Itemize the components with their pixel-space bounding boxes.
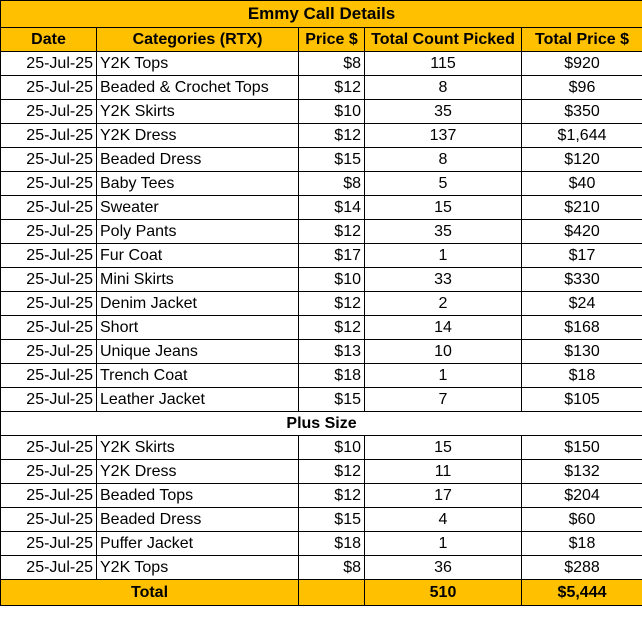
cell-total-price[interactable]: $24 — [522, 292, 642, 316]
table-row — [1, 316, 642, 340]
cell-count[interactable]: 15 — [365, 196, 522, 220]
cell-count[interactable]: 2 — [365, 292, 522, 316]
cell-count[interactable]: 5 — [365, 172, 522, 196]
cell-price[interactable]: $12 — [299, 292, 365, 316]
table-row — [1, 268, 642, 292]
cell-total-price[interactable]: $288 — [522, 556, 642, 580]
cell-category[interactable]: Beaded & Crochet Tops — [97, 76, 299, 100]
cell-count[interactable]: 7 — [365, 388, 522, 412]
cell-price[interactable]: $8 — [299, 172, 365, 196]
cell-total-price[interactable]: $210 — [522, 196, 642, 220]
cell-category[interactable]: Poly Pants — [97, 220, 299, 244]
cell-count[interactable]: 35 — [365, 220, 522, 244]
table-row — [1, 52, 642, 76]
cell-total-price[interactable]: $120 — [522, 148, 642, 172]
table-row — [1, 196, 642, 220]
cell-price[interactable]: $8 — [299, 52, 365, 76]
cell-count[interactable]: 8 — [365, 76, 522, 100]
table-row — [1, 100, 642, 124]
cell-price[interactable]: $12 — [299, 124, 365, 148]
cell-total-price[interactable]: $350 — [522, 100, 642, 124]
header-total-price[interactable]: Total Price $ — [522, 28, 642, 52]
cell-count[interactable]: 11 — [365, 460, 522, 484]
cell-category[interactable]: Y2K Skirts — [97, 100, 299, 124]
table-row — [1, 508, 642, 532]
table-row — [1, 148, 642, 172]
cell-price[interactable]: $18 — [299, 532, 365, 556]
cell-date[interactable]: 25-Jul-25 — [1, 484, 97, 508]
table-row — [1, 172, 642, 196]
table-row — [1, 436, 642, 460]
cell-price[interactable]: $17 — [299, 244, 365, 268]
table-row — [1, 364, 642, 388]
cell-count[interactable]: 33 — [365, 268, 522, 292]
header-row — [1, 28, 642, 52]
cell-count[interactable]: 36 — [365, 556, 522, 580]
sheet-title: Emmy Call Details — [1, 1, 642, 28]
cell-total-price[interactable]: $130 — [522, 340, 642, 364]
cell-count[interactable]: 10 — [365, 340, 522, 364]
table-row — [1, 340, 642, 364]
table-row — [1, 124, 642, 148]
cell-date[interactable]: 25-Jul-25 — [1, 52, 97, 76]
cell-category[interactable]: Mini Skirts — [97, 268, 299, 292]
cell-category[interactable]: Fur Coat — [97, 244, 299, 268]
cell-date[interactable]: 25-Jul-25 — [1, 244, 97, 268]
table-row — [1, 532, 642, 556]
cell-total-price[interactable]: $330 — [522, 268, 642, 292]
cell-price[interactable]: $13 — [299, 340, 365, 364]
cell-price[interactable]: $10 — [299, 268, 365, 292]
cell-count[interactable]: 1 — [365, 244, 522, 268]
cell-date[interactable]: 25-Jul-25 — [1, 268, 97, 292]
cell-count[interactable]: 4 — [365, 508, 522, 532]
cell-category[interactable]: Beaded Dress — [97, 148, 299, 172]
cell-price[interactable]: $15 — [299, 508, 365, 532]
cell-date[interactable]: 25-Jul-25 — [1, 292, 97, 316]
cell-total-price[interactable]: $96 — [522, 76, 642, 100]
cell-date[interactable]: 25-Jul-25 — [1, 532, 97, 556]
table-row — [1, 484, 642, 508]
cell-count[interactable]: 1 — [365, 364, 522, 388]
cell-category[interactable]: Unique Jeans — [97, 340, 299, 364]
cell-count[interactable]: 1 — [365, 532, 522, 556]
cell-date[interactable]: 25-Jul-25 — [1, 172, 97, 196]
cell-total-price[interactable]: $60 — [522, 508, 642, 532]
cell-count[interactable]: 14 — [365, 316, 522, 340]
cell-price[interactable]: $15 — [299, 388, 365, 412]
cell-price[interactable]: $12 — [299, 220, 365, 244]
cell-count[interactable]: 115 — [365, 52, 522, 76]
cell-price[interactable]: $8 — [299, 556, 365, 580]
cell-category[interactable]: Y2K Tops — [97, 52, 299, 76]
header-price[interactable]: Price $ — [299, 28, 365, 52]
table-row — [1, 220, 642, 244]
header-count[interactable]: Total Count Picked — [365, 28, 522, 52]
cell-category[interactable]: Sweater — [97, 196, 299, 220]
total-count[interactable]: 510 — [365, 580, 522, 606]
cell-date[interactable]: 25-Jul-25 — [1, 196, 97, 220]
cell-date[interactable]: 25-Jul-25 — [1, 388, 97, 412]
cell-category[interactable]: Y2K Skirts — [97, 436, 299, 460]
cell-total-price[interactable]: $168 — [522, 316, 642, 340]
plus-size-label: Plus Size — [1, 412, 642, 436]
cell-date[interactable]: 25-Jul-25 — [1, 148, 97, 172]
cell-price[interactable]: $12 — [299, 76, 365, 100]
cell-date[interactable]: 25-Jul-25 — [1, 364, 97, 388]
cell-count[interactable]: 137 — [365, 124, 522, 148]
cell-count[interactable]: 17 — [365, 484, 522, 508]
cell-total-price[interactable]: $920 — [522, 52, 642, 76]
cell-total-price[interactable]: $18 — [522, 532, 642, 556]
cell-category[interactable]: Baby Tees — [97, 172, 299, 196]
total-row — [1, 580, 642, 606]
total-price-empty[interactable] — [299, 580, 365, 606]
header-date[interactable]: Date — [1, 28, 97, 52]
cell-price[interactable]: $12 — [299, 460, 365, 484]
cell-date[interactable]: 25-Jul-25 — [1, 100, 97, 124]
cell-date[interactable]: 25-Jul-25 — [1, 220, 97, 244]
cell-price[interactable]: $10 — [299, 100, 365, 124]
total-label[interactable]: Total — [1, 580, 299, 606]
cell-price[interactable]: $18 — [299, 364, 365, 388]
cell-total-price[interactable]: $420 — [522, 220, 642, 244]
cell-count[interactable]: 15 — [365, 436, 522, 460]
cell-total-price[interactable]: $105 — [522, 388, 642, 412]
table-row — [1, 76, 642, 100]
cell-date[interactable]: 25-Jul-25 — [1, 508, 97, 532]
cell-total-price[interactable]: $150 — [522, 436, 642, 460]
cell-price[interactable]: $10 — [299, 436, 365, 460]
section-row — [1, 412, 642, 436]
table-row — [1, 460, 642, 484]
cell-date[interactable]: 25-Jul-25 — [1, 124, 97, 148]
cell-category[interactable]: Short — [97, 316, 299, 340]
cell-category[interactable]: Y2K Tops — [97, 556, 299, 580]
cell-date[interactable]: 25-Jul-25 — [1, 460, 97, 484]
table-row — [1, 292, 642, 316]
cell-date[interactable]: 25-Jul-25 — [1, 340, 97, 364]
cell-total-price[interactable]: $132 — [522, 460, 642, 484]
cell-total-price[interactable]: $204 — [522, 484, 642, 508]
cell-category[interactable]: Beaded Tops — [97, 484, 299, 508]
table-row — [1, 244, 642, 268]
cell-category[interactable]: Puffer Jacket — [97, 532, 299, 556]
total-amount[interactable]: $5,444 — [522, 580, 642, 606]
cell-price[interactable]: $12 — [299, 316, 365, 340]
table-row — [1, 556, 642, 580]
header-category[interactable]: Categories (RTX) — [97, 28, 299, 52]
cell-category[interactable]: Trench Coat — [97, 364, 299, 388]
cell-total-price[interactable]: $18 — [522, 364, 642, 388]
cell-price[interactable]: $14 — [299, 196, 365, 220]
cell-price[interactable]: $12 — [299, 484, 365, 508]
cell-date[interactable]: 25-Jul-25 — [1, 76, 97, 100]
cell-total-price[interactable]: $1,644 — [522, 124, 642, 148]
cell-category[interactable]: Beaded Dress — [97, 508, 299, 532]
cell-date[interactable]: 25-Jul-25 — [1, 556, 97, 580]
cell-date[interactable]: 25-Jul-25 — [1, 436, 97, 460]
cell-date[interactable]: 25-Jul-25 — [1, 316, 97, 340]
cell-total-price[interactable]: $17 — [522, 244, 642, 268]
cell-category[interactable]: Y2K Dress — [97, 460, 299, 484]
cell-price[interactable]: $15 — [299, 148, 365, 172]
cell-category[interactable]: Denim Jacket — [97, 292, 299, 316]
cell-count[interactable]: 8 — [365, 148, 522, 172]
cell-category[interactable]: Y2K Dress — [97, 124, 299, 148]
cell-count[interactable]: 35 — [365, 100, 522, 124]
table-row — [1, 388, 642, 412]
cell-category[interactable]: Leather Jacket — [97, 388, 299, 412]
cell-total-price[interactable]: $40 — [522, 172, 642, 196]
